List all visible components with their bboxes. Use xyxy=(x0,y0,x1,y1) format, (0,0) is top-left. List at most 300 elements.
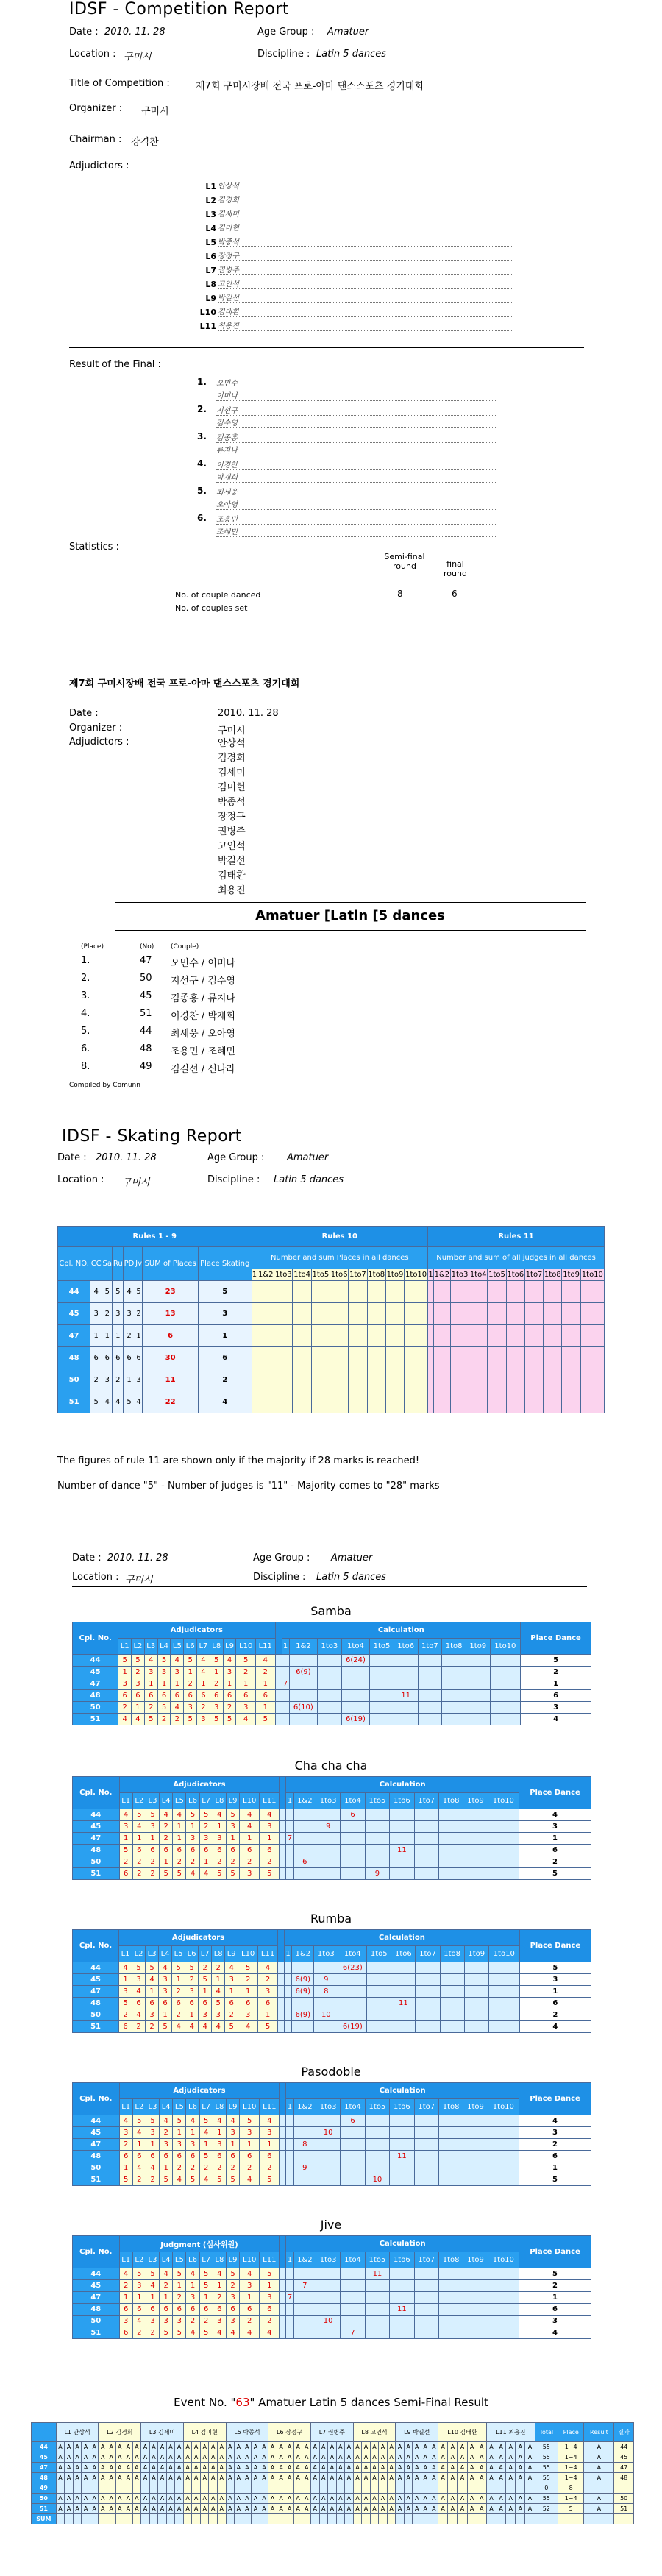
judge-mark: 1 xyxy=(173,2127,186,2139)
judge-mark: 6 xyxy=(240,2151,260,2162)
calc-cell xyxy=(341,1667,369,1678)
calc-cell xyxy=(341,2139,365,2151)
semi-mark xyxy=(293,2483,302,2494)
spacer xyxy=(280,2280,286,2292)
calc-col: 1to10 xyxy=(488,2099,519,2115)
place-dance: 3 xyxy=(521,1702,591,1714)
semi-mark: A xyxy=(477,2473,486,2483)
calc-col: 1&2 xyxy=(289,1639,317,1655)
r10-cell xyxy=(367,1303,385,1325)
summary-couple: 지선구 / 김수영 xyxy=(171,976,235,987)
judge-mark: 5 xyxy=(132,1809,146,1821)
r11-col: 1 xyxy=(428,1269,434,1281)
semi-mark xyxy=(115,2483,124,2494)
semi-mark: A xyxy=(319,2442,328,2452)
semi-mark: A xyxy=(200,2504,209,2514)
judge-mark: 3 xyxy=(213,2139,226,2151)
calc-cell xyxy=(284,1986,291,1998)
calc-cell: 10 xyxy=(316,2127,340,2139)
semi-mark: A xyxy=(448,2442,458,2452)
judge-mark: 3 xyxy=(260,1821,280,1833)
r10-cell xyxy=(257,1303,274,1325)
calc-cell xyxy=(390,2115,414,2127)
judge-col: L9 xyxy=(226,2252,239,2268)
judge-mark: 1 xyxy=(240,2139,260,2151)
discipline-value: Latin 5 dances xyxy=(316,49,387,60)
semi-mark xyxy=(506,2483,516,2494)
calc-cell: 6(9) xyxy=(292,1986,314,1998)
semi-mark: A xyxy=(260,2504,268,2514)
adjudicator-name: 김미현 xyxy=(218,221,513,233)
r11-cell xyxy=(469,1325,488,1347)
calc-cell xyxy=(341,2268,365,2280)
calc-col: 1to7 xyxy=(416,1946,440,1962)
calc-cell xyxy=(414,2292,438,2304)
calc-cell xyxy=(490,1714,520,1725)
calc-cell xyxy=(314,1998,338,2009)
semi-result: A xyxy=(584,2473,614,2483)
spacer xyxy=(280,1809,286,1821)
calc-cell xyxy=(365,2292,389,2304)
dance-col-header: Ru xyxy=(113,1247,124,1281)
calc-col: 1to5 xyxy=(370,1639,394,1655)
judge-mark: 6 xyxy=(213,1845,226,1856)
judge-col: L2 xyxy=(132,1946,146,1962)
dance-table xyxy=(72,1776,591,1880)
semi-mark: A xyxy=(192,2504,201,2514)
calculation-header: Calculation xyxy=(282,1622,521,1639)
judge-col: L10 xyxy=(238,1946,258,1962)
final-result-list xyxy=(197,377,513,540)
skating-row xyxy=(58,1281,605,1303)
judge-mark: 4 xyxy=(226,2115,239,2127)
dance-row xyxy=(73,2139,591,2151)
semi-mark: A xyxy=(336,2452,345,2463)
calc-cell xyxy=(316,2162,340,2174)
r11-cell xyxy=(580,1303,604,1325)
spacer xyxy=(280,1833,286,1845)
r11-cell xyxy=(488,1369,506,1391)
judge-mark: 6 xyxy=(160,2304,173,2316)
semi-mark: A xyxy=(268,2473,277,2483)
r10-cell xyxy=(257,1391,274,1413)
semi-mark: A xyxy=(353,2504,362,2514)
semi-mark: A xyxy=(404,2504,413,2514)
semi-mark: A xyxy=(458,2473,467,2483)
semi-mark: A xyxy=(56,2473,65,2483)
semi-mark: A xyxy=(90,2504,99,2514)
calc-col: 1to9 xyxy=(466,1639,490,1655)
judge-mark: 6 xyxy=(260,2151,280,2162)
calc-cell xyxy=(284,1998,291,2009)
semi-mark: A xyxy=(149,2463,158,2473)
r10-col: 1to4 xyxy=(293,1269,311,1281)
judge-mark: 3 xyxy=(260,2127,280,2139)
calc-cell xyxy=(341,2174,365,2186)
calc-cell xyxy=(464,2009,488,2021)
judge-mark: 5 xyxy=(199,2268,213,2280)
semi-mark: A xyxy=(277,2473,285,2483)
judge-mark: 4 xyxy=(213,2268,226,2280)
judge-mark: 6 xyxy=(258,1998,278,2009)
dance-table xyxy=(72,2235,591,2339)
place-dance: 2 xyxy=(519,2139,591,2151)
semi-mark: A xyxy=(516,2494,525,2504)
judge-mark: 2 xyxy=(223,1702,236,1714)
semi-mark xyxy=(362,2483,371,2494)
semi-mark: A xyxy=(209,2442,218,2452)
judge-mark: 1 xyxy=(240,2292,260,2304)
judge-mark: 1 xyxy=(199,2292,213,2304)
cpl-no: 50 xyxy=(58,1369,90,1391)
r10-cell xyxy=(293,1369,311,1391)
semi-mark: A xyxy=(268,2494,277,2504)
semi-mark xyxy=(448,2483,458,2494)
calc-col: 1to8 xyxy=(438,1793,463,1809)
calc-col: 1&2 xyxy=(293,2099,316,2115)
semi-mark xyxy=(387,2483,396,2494)
skating-row xyxy=(58,1303,605,1325)
semi-mark: A xyxy=(310,2504,319,2514)
r10-cell xyxy=(330,1347,349,1369)
semi-mark: A xyxy=(200,2473,209,2483)
semi-mark xyxy=(243,2514,252,2524)
semi-mark: A xyxy=(107,2494,116,2504)
semi-mark: A xyxy=(149,2494,158,2504)
semi-mark xyxy=(277,2483,285,2494)
semi-mark: A xyxy=(516,2452,525,2463)
calc-cell xyxy=(286,1856,293,1868)
calc-cell xyxy=(438,2316,463,2327)
judge-mark: 1 xyxy=(118,1667,132,1678)
dance-row xyxy=(73,2009,591,2021)
semi-mark: A xyxy=(235,2504,243,2514)
calc-cell xyxy=(293,2292,316,2304)
semi-mark: A xyxy=(124,2452,133,2463)
semi-mark: A xyxy=(192,2463,201,2473)
calc-col: 1to8 xyxy=(440,1946,464,1962)
semi-mark: A xyxy=(467,2473,477,2483)
calc-cell xyxy=(488,2009,519,2021)
dance-place: 6 xyxy=(102,1347,113,1369)
place-dance: 4 xyxy=(519,2021,591,2033)
calc-cell xyxy=(490,1678,520,1690)
semi-mark: A xyxy=(218,2473,227,2483)
semi-mark: A xyxy=(353,2473,362,2483)
calc-cell xyxy=(318,1702,342,1714)
summary-couple: 최세웅 / 오아영 xyxy=(171,1029,235,1040)
calc-col: 1 xyxy=(286,1793,293,1809)
judge-mark: 1 xyxy=(146,2292,159,2304)
semi-mark: A xyxy=(396,2452,405,2463)
semi-mark: A xyxy=(73,2463,82,2473)
place-dance: 1 xyxy=(519,2162,591,2174)
semi-mark: A xyxy=(430,2473,438,2483)
semi-mark: A xyxy=(175,2504,184,2514)
calc-cell xyxy=(414,1833,438,1845)
place-dance-header: Place Dance xyxy=(519,2236,591,2268)
final-partner-a: 김종홍 xyxy=(216,431,496,443)
calc-cell xyxy=(442,1690,466,1702)
calc-cell xyxy=(293,2151,316,2162)
semi-mark: A xyxy=(209,2473,218,2483)
cpl-no-header: Cpl. No. xyxy=(73,2083,120,2115)
judge-mark: 1 xyxy=(213,2127,226,2139)
calc-col: 1to8 xyxy=(438,2252,463,2268)
semi-mark: A xyxy=(166,2463,175,2473)
r11-cell xyxy=(562,1391,580,1413)
judge-mark: 1 xyxy=(132,2139,146,2151)
spacer-header xyxy=(280,2083,286,2115)
summary-couple: 김길선 / 신나라 xyxy=(171,1064,235,1075)
r10-cell xyxy=(274,1391,293,1413)
calc-cell: 6(19) xyxy=(341,1714,369,1725)
cpl-no: 47 xyxy=(73,1833,120,1845)
calc-col: 1to4 xyxy=(341,2252,365,2268)
judge-mark: 4 xyxy=(173,1809,186,1821)
judge-mark: 1 xyxy=(260,2139,280,2151)
r10-cell xyxy=(257,1325,274,1347)
calc-cell xyxy=(463,2304,488,2316)
judge-mark: 4 xyxy=(132,2316,146,2327)
judge-mark: 5 xyxy=(199,2280,213,2292)
calc-cell xyxy=(390,2316,414,2327)
spacer xyxy=(280,1845,286,1856)
calc-cell xyxy=(316,2327,340,2339)
semi-mark: A xyxy=(277,2504,285,2514)
judge-mark: 3 xyxy=(119,2127,132,2139)
semi-mark: A xyxy=(396,2473,405,2483)
judge-mark: 6 xyxy=(172,1998,185,2009)
judge-mark: 4 xyxy=(160,2115,173,2127)
adjudicator-row xyxy=(190,205,513,219)
semi-total: 55 xyxy=(535,2473,558,2483)
semi-mark: A xyxy=(448,2504,458,2514)
semi-mark: A xyxy=(141,2494,150,2504)
calc-col: 1to4 xyxy=(341,2099,365,2115)
semi-mark: A xyxy=(353,2442,362,2452)
calc-cell xyxy=(286,2151,293,2162)
semi-mark: A xyxy=(65,2442,74,2452)
calc-col: 1 xyxy=(284,1946,291,1962)
summary-adjudicator: 김세미 xyxy=(218,767,246,778)
calc-cell xyxy=(365,1821,389,1833)
judge-mark: 4 xyxy=(144,1655,157,1667)
calc-cell xyxy=(338,1974,367,1986)
calc-cell xyxy=(284,2009,291,2021)
spacer xyxy=(280,2139,286,2151)
semi-mark: A xyxy=(226,2463,235,2473)
calc-col: 1to3 xyxy=(316,1793,340,1809)
r11-cell xyxy=(450,1303,469,1325)
calculation-header: Calculation xyxy=(286,2236,519,2252)
judge-mark: 1 xyxy=(185,2009,199,2021)
dance-row xyxy=(73,2151,591,2162)
judge-mark: 3 xyxy=(144,1667,157,1678)
dance-row xyxy=(73,2115,591,2127)
judge-mark: 6 xyxy=(260,1845,280,1856)
judge-col: L4 xyxy=(160,1793,173,1809)
summary-couple: 이경찬 / 박재희 xyxy=(171,1011,235,1022)
summary-couple: 조용민 / 조혜민 xyxy=(171,1046,235,1057)
r10-col: 1to8 xyxy=(367,1269,385,1281)
semi-mark: A xyxy=(421,2452,430,2463)
calc-cell xyxy=(390,2127,414,2139)
semi-result: A xyxy=(584,2452,614,2463)
sk-age-label: Age Group : xyxy=(207,1152,265,1163)
judge-mark: 6 xyxy=(132,1845,146,1856)
semi-place: 8 xyxy=(558,2483,583,2494)
judge-header: L4 김미현 xyxy=(183,2423,226,2442)
judge-mark: 6 xyxy=(186,1845,199,1856)
judge-mark: 5 xyxy=(118,1655,132,1667)
calc-cell xyxy=(414,2174,438,2186)
judge-mark: 6 xyxy=(260,2304,280,2316)
final-result-row xyxy=(197,377,513,404)
semi-mark: A xyxy=(285,2463,294,2473)
r11-cell xyxy=(469,1281,488,1303)
calc-cell xyxy=(341,2280,365,2292)
judge-mark: 3 xyxy=(118,1678,132,1690)
semi-mark: A xyxy=(302,2494,311,2504)
semi-mark: A xyxy=(379,2442,388,2452)
calc-cell xyxy=(416,1974,440,1986)
r10-cell xyxy=(293,1325,311,1347)
judge-mark: 1 xyxy=(186,1821,199,1833)
judge-mark: 5 xyxy=(186,1809,199,1821)
semi-mark: A xyxy=(448,2473,458,2483)
judge-mark: 4 xyxy=(226,2327,239,2339)
dance-row xyxy=(73,2280,591,2292)
calc-col: 1to5 xyxy=(365,2252,389,2268)
calc-cell xyxy=(440,1974,464,1986)
dance-col-header: PD xyxy=(124,1247,135,1281)
r11-col: 1to8 xyxy=(544,1269,562,1281)
dance-row xyxy=(73,1998,591,2009)
calc-cell xyxy=(338,2009,367,2021)
judge-mark: 6 xyxy=(160,2151,173,2162)
calc-cell xyxy=(293,1821,316,1833)
judge-mark: 2 xyxy=(199,1962,212,1974)
r11-cell xyxy=(450,1369,469,1391)
dance-row xyxy=(73,1702,591,1714)
semi-mark xyxy=(226,2514,235,2524)
calc-col: 1to9 xyxy=(463,1793,488,1809)
dance-place: 3 xyxy=(102,1369,113,1391)
judge-mark: 2 xyxy=(210,1678,223,1690)
judge-mark: 4 xyxy=(199,2127,213,2139)
r10-cell xyxy=(367,1369,385,1391)
calc-cell xyxy=(286,1845,293,1856)
judge-col: L7 xyxy=(199,1946,212,1962)
semi-mark: A xyxy=(387,2463,396,2473)
semi-mark xyxy=(310,2483,319,2494)
judge-mark: 3 xyxy=(146,2316,159,2327)
dance-row xyxy=(73,1690,591,1702)
cpl-no-header: Cpl. NO. xyxy=(58,1247,90,1281)
calc-cell xyxy=(293,1868,316,1880)
semi-mark: A xyxy=(260,2452,268,2463)
semi-mark: A xyxy=(268,2504,277,2514)
r11-cell xyxy=(488,1391,506,1413)
calc-cell xyxy=(293,2115,316,2127)
date-value: 2010. 11. 28 xyxy=(104,26,166,38)
semi-mark xyxy=(218,2483,227,2494)
calc-cell xyxy=(463,2115,488,2127)
final-partner-b: 김수영 xyxy=(216,416,496,428)
judge-mark: 4 xyxy=(255,1655,275,1667)
semi-mark xyxy=(132,2483,141,2494)
final-result-row xyxy=(197,486,513,513)
semi-mark: A xyxy=(328,2442,337,2452)
r10-cell xyxy=(405,1303,428,1325)
semi-final-no xyxy=(614,2514,634,2524)
final-result-row xyxy=(197,458,513,486)
semi-mark: A xyxy=(516,2442,525,2452)
judge-mark: 3 xyxy=(119,2316,132,2327)
judge-mark: 5 xyxy=(119,2174,132,2186)
calc-cell xyxy=(286,2268,293,2280)
judge-mark: 1 xyxy=(119,1833,132,1845)
semi-mark: A xyxy=(525,2473,535,2483)
calc-cell xyxy=(438,2151,463,2162)
final-partner-b: 이미나 xyxy=(216,389,496,401)
calc-col: 1to5 xyxy=(365,2099,389,2115)
semi-row xyxy=(32,2514,634,2524)
calc-col: 1to10 xyxy=(490,1639,520,1655)
calc-col: 1to6 xyxy=(394,1639,418,1655)
dance-place: 4 xyxy=(102,1391,113,1413)
r10-cell xyxy=(349,1303,367,1325)
semi-mark: A xyxy=(506,2504,516,2514)
judge-col: L6 xyxy=(186,1793,199,1809)
judge-mark: 6 xyxy=(144,1690,157,1702)
spacer-header xyxy=(280,1777,286,1809)
semi-mark: A xyxy=(243,2494,252,2504)
semi-mark: A xyxy=(370,2463,379,2473)
place-dance: 5 xyxy=(519,2174,591,2186)
cpl-no: 50 xyxy=(32,2494,57,2504)
semi-mark xyxy=(200,2483,209,2494)
semi-mark: A xyxy=(328,2463,337,2473)
r10-cell xyxy=(293,1391,311,1413)
r10-col: 1to9 xyxy=(385,1269,404,1281)
cpl-no: 51 xyxy=(73,1868,120,1880)
summary-place: 4. xyxy=(81,1008,90,1019)
r11-cell xyxy=(506,1281,524,1303)
calc-col: 1to3 xyxy=(318,1639,342,1655)
judge-mark: 3 xyxy=(132,2280,146,2292)
adjudicator-code: L1 xyxy=(205,182,216,191)
calc-cell xyxy=(414,1856,438,1868)
final-partner-b: 박재희 xyxy=(216,471,496,483)
judge-mark: 3 xyxy=(240,2280,260,2292)
semi-mark: A xyxy=(209,2463,218,2473)
calc-col: 1 xyxy=(286,2252,293,2268)
judge-mark: 4 xyxy=(225,1962,238,1974)
adjudicators-label: Adjudictors : xyxy=(69,160,129,171)
judge-mark: 4 xyxy=(240,2327,260,2339)
place-dance: 4 xyxy=(519,2115,591,2127)
calc-cell xyxy=(293,2304,316,2316)
chairman-label: Chairman : xyxy=(69,134,122,145)
judge-mark: 2 xyxy=(184,1678,197,1690)
semi-mark: A xyxy=(293,2494,302,2504)
semi-total: 52 xyxy=(535,2504,558,2514)
semi-mark: A xyxy=(353,2463,362,2473)
organizer-label: Organizer : xyxy=(69,103,123,114)
judge-mark: 3 xyxy=(260,2292,280,2304)
